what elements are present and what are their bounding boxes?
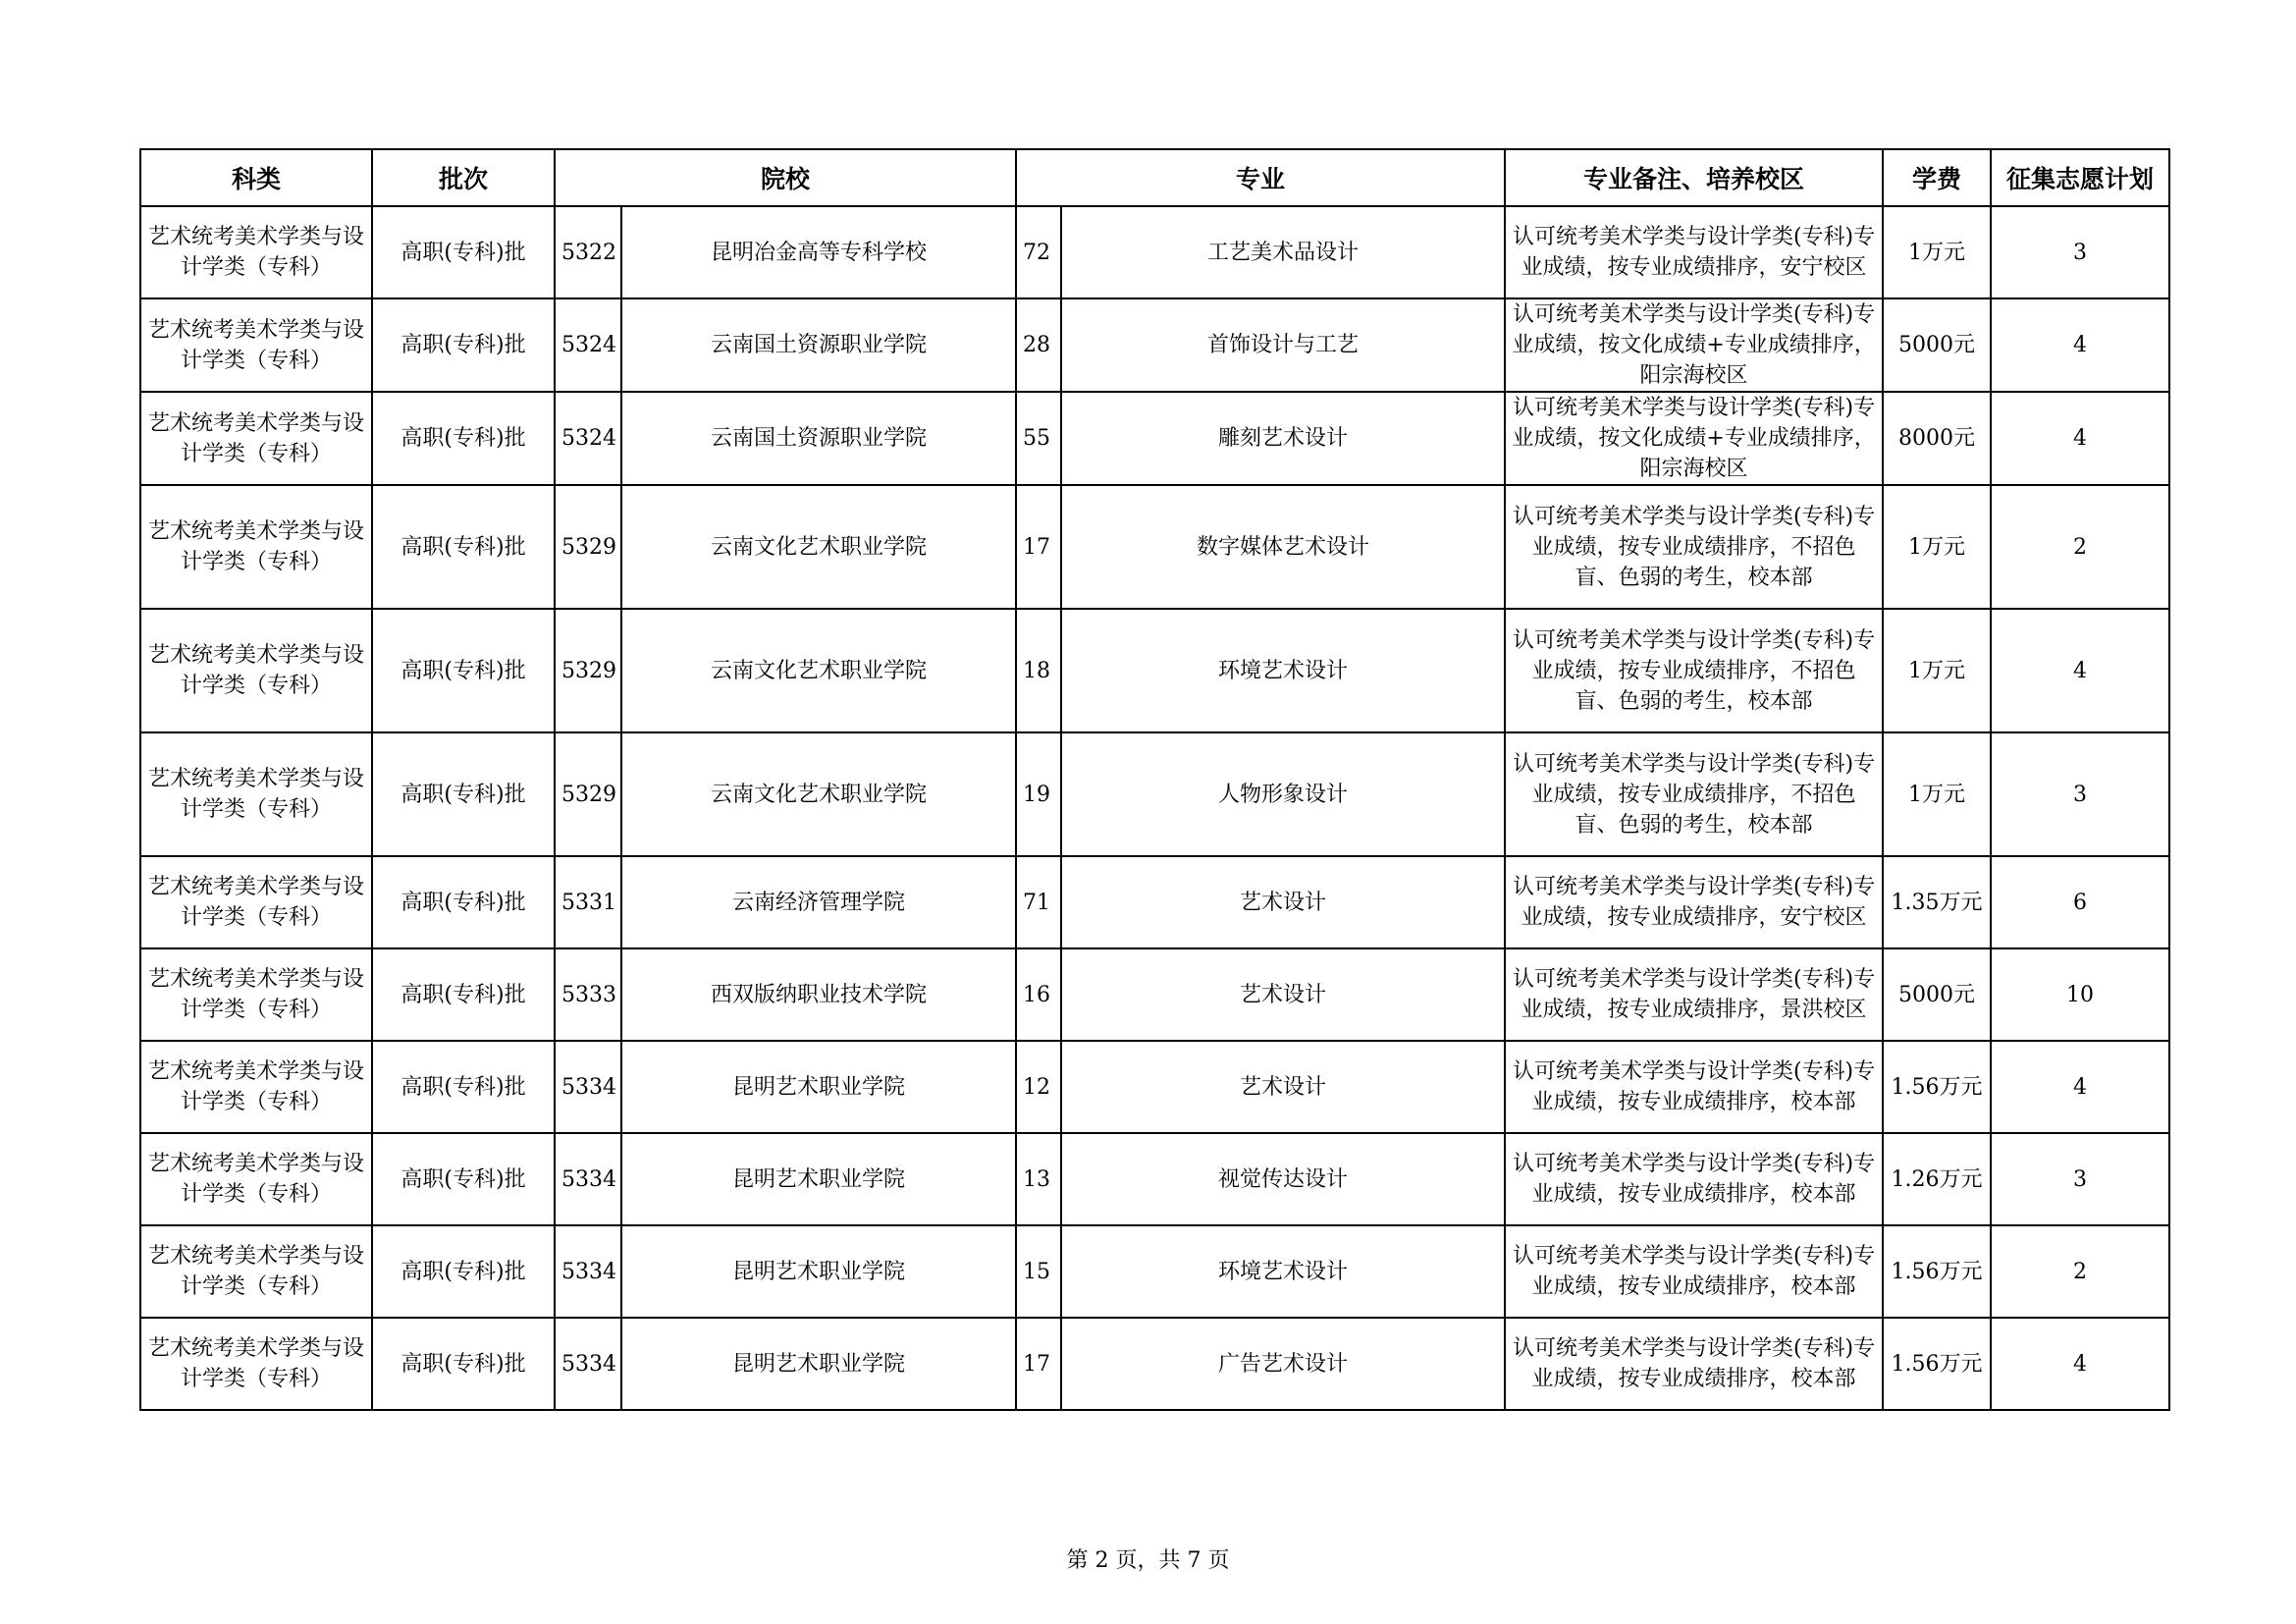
cell-major-code: 19 — [1016, 732, 1061, 856]
table-row — [140, 948, 2169, 1041]
cell-notes: 认可统考美术学类与设计学类(专科)专业成绩，按文化成绩+专业成绩排序，阳宗海校区 — [1505, 392, 1883, 485]
cell-plan: 3 — [1991, 732, 2169, 856]
cell-school-name: 云南经济管理学院 — [621, 856, 1016, 948]
table-row — [140, 206, 2169, 298]
cell-tuition: 5000元 — [1883, 298, 1991, 392]
cell-plan: 2 — [1991, 1225, 2169, 1318]
cell-major-name: 雕刻艺术设计 — [1061, 392, 1505, 485]
cell-major-name: 艺术设计 — [1061, 856, 1505, 948]
cell-major-code: 18 — [1016, 609, 1061, 732]
cell-tuition: 1.56万元 — [1883, 1225, 1991, 1318]
cell-category: 艺术统考美术学类与设计学类（专科） — [140, 1133, 372, 1225]
cell-major-code: 12 — [1016, 1041, 1061, 1133]
table-row — [140, 732, 2169, 856]
cell-notes: 认可统考美术学类与设计学类(专科)专业成绩，按专业成绩排序，不招色盲、色弱的考生，校本部 — [1505, 732, 1883, 856]
cell-tuition: 5000元 — [1883, 948, 1991, 1041]
cell-major-code: 55 — [1016, 392, 1061, 485]
cell-major-name: 视觉传达设计 — [1061, 1133, 1505, 1225]
table-body — [140, 206, 2169, 1410]
cell-category: 艺术统考美术学类与设计学类（专科） — [140, 1225, 372, 1318]
cell-notes: 认可统考美术学类与设计学类(专科)专业成绩，按专业成绩排序，安宁校区 — [1505, 206, 1883, 298]
cell-batch: 高职(专科)批 — [372, 485, 555, 609]
cell-major-code: 17 — [1016, 1318, 1061, 1410]
cell-batch: 高职(专科)批 — [372, 298, 555, 392]
cell-plan: 10 — [1991, 948, 2169, 1041]
cell-tuition: 1万元 — [1883, 485, 1991, 609]
cell-plan: 4 — [1991, 1318, 2169, 1410]
cell-major-code: 72 — [1016, 206, 1061, 298]
cell-plan: 3 — [1991, 206, 2169, 298]
cell-school-name: 云南文化艺术职业学院 — [621, 485, 1016, 609]
cell-batch: 高职(专科)批 — [372, 856, 555, 948]
cell-plan: 4 — [1991, 298, 2169, 392]
cell-major-code: 15 — [1016, 1225, 1061, 1318]
cell-batch: 高职(专科)批 — [372, 206, 555, 298]
header-category: 科类 — [140, 149, 372, 206]
cell-school-name: 云南国土资源职业学院 — [621, 392, 1016, 485]
table-row — [140, 298, 2169, 392]
cell-category: 艺术统考美术学类与设计学类（专科） — [140, 392, 372, 485]
header-plan: 征集志愿计划 — [1991, 149, 2169, 206]
cell-major-name: 艺术设计 — [1061, 1041, 1505, 1133]
cell-major-code: 13 — [1016, 1133, 1061, 1225]
table-row — [140, 485, 2169, 609]
cell-major-name: 首饰设计与工艺 — [1061, 298, 1505, 392]
cell-category: 艺术统考美术学类与设计学类（专科） — [140, 206, 372, 298]
cell-school-code: 5329 — [555, 609, 621, 732]
cell-major-name: 人物形象设计 — [1061, 732, 1505, 856]
cell-school-code: 5324 — [555, 298, 621, 392]
cell-school-name: 昆明艺术职业学院 — [621, 1133, 1016, 1225]
table-row — [140, 1133, 2169, 1225]
cell-batch: 高职(专科)批 — [372, 1225, 555, 1318]
cell-school-name: 云南文化艺术职业学院 — [621, 732, 1016, 856]
cell-category: 艺术统考美术学类与设计学类（专科） — [140, 1041, 372, 1133]
header-major: 专业 — [1016, 149, 1505, 206]
table-row — [140, 856, 2169, 948]
cell-notes: 认可统考美术学类与设计学类(专科)专业成绩，按专业成绩排序，校本部 — [1505, 1041, 1883, 1133]
header-notes: 专业备注、培养校区 — [1505, 149, 1883, 206]
cell-school-name: 西双版纳职业技术学院 — [621, 948, 1016, 1041]
cell-school-code: 5329 — [555, 485, 621, 609]
header-row — [140, 149, 2169, 206]
cell-tuition: 1.56万元 — [1883, 1318, 1991, 1410]
cell-notes: 认可统考美术学类与设计学类(专科)专业成绩，按专业成绩排序，不招色盲、色弱的考生，校本部 — [1505, 609, 1883, 732]
cell-plan: 6 — [1991, 856, 2169, 948]
cell-notes: 认可统考美术学类与设计学类(专科)专业成绩，按专业成绩排序，校本部 — [1505, 1318, 1883, 1410]
cell-batch: 高职(专科)批 — [372, 1133, 555, 1225]
cell-school-code: 5334 — [555, 1225, 621, 1318]
cell-major-name: 数字媒体艺术设计 — [1061, 485, 1505, 609]
cell-category: 艺术统考美术学类与设计学类（专科） — [140, 1318, 372, 1410]
header-batch: 批次 — [372, 149, 555, 206]
cell-school-code: 5329 — [555, 732, 621, 856]
table-row — [140, 609, 2169, 732]
cell-major-name: 广告艺术设计 — [1061, 1318, 1505, 1410]
cell-category: 艺术统考美术学类与设计学类（专科） — [140, 485, 372, 609]
cell-major-name: 艺术设计 — [1061, 948, 1505, 1041]
cell-school-name: 云南国土资源职业学院 — [621, 298, 1016, 392]
cell-school-code: 5334 — [555, 1041, 621, 1133]
cell-notes: 认可统考美术学类与设计学类(专科)专业成绩，按专业成绩排序，景洪校区 — [1505, 948, 1883, 1041]
cell-school-code: 5333 — [555, 948, 621, 1041]
cell-notes: 认可统考美术学类与设计学类(专科)专业成绩，按文化成绩+专业成绩排序，阳宗海校区 — [1505, 298, 1883, 392]
cell-school-name: 昆明冶金高等专科学校 — [621, 206, 1016, 298]
cell-major-code: 28 — [1016, 298, 1061, 392]
cell-plan: 3 — [1991, 1133, 2169, 1225]
table-row — [140, 1225, 2169, 1318]
cell-tuition: 1万元 — [1883, 609, 1991, 732]
cell-category: 艺术统考美术学类与设计学类（专科） — [140, 948, 372, 1041]
cell-batch: 高职(专科)批 — [372, 392, 555, 485]
cell-batch: 高职(专科)批 — [372, 1318, 555, 1410]
cell-notes: 认可统考美术学类与设计学类(专科)专业成绩，按专业成绩排序，不招色盲、色弱的考生，校本部 — [1505, 485, 1883, 609]
cell-notes: 认可统考美术学类与设计学类(专科)专业成绩，按专业成绩排序，校本部 — [1505, 1225, 1883, 1318]
cell-batch: 高职(专科)批 — [372, 732, 555, 856]
table-row — [140, 1318, 2169, 1410]
cell-tuition: 1万元 — [1883, 732, 1991, 856]
cell-major-code: 17 — [1016, 485, 1061, 609]
cell-category: 艺术统考美术学类与设计学类（专科） — [140, 856, 372, 948]
enrollment-plan-table — [139, 148, 2170, 1411]
cell-tuition: 8000元 — [1883, 392, 1991, 485]
cell-school-code: 5334 — [555, 1133, 621, 1225]
cell-school-code: 5322 — [555, 206, 621, 298]
cell-category: 艺术统考美术学类与设计学类（专科） — [140, 732, 372, 856]
header-school: 院校 — [555, 149, 1016, 206]
page-number-footer: 第 2 页，共 7 页 — [1066, 1548, 1230, 1573]
cell-category: 艺术统考美术学类与设计学类（专科） — [140, 298, 372, 392]
cell-plan: 4 — [1991, 1041, 2169, 1133]
table-row — [140, 1041, 2169, 1133]
cell-school-code: 5324 — [555, 392, 621, 485]
cell-batch: 高职(专科)批 — [372, 609, 555, 732]
header-tuition: 学费 — [1883, 149, 1991, 206]
cell-major-code: 16 — [1016, 948, 1061, 1041]
cell-tuition: 1.35万元 — [1883, 856, 1991, 948]
cell-school-code: 5334 — [555, 1318, 621, 1410]
cell-plan: 2 — [1991, 485, 2169, 609]
cell-major-name: 环境艺术设计 — [1061, 609, 1505, 732]
cell-plan: 4 — [1991, 392, 2169, 485]
cell-school-name: 云南文化艺术职业学院 — [621, 609, 1016, 732]
cell-tuition: 1.56万元 — [1883, 1041, 1991, 1133]
cell-plan: 4 — [1991, 609, 2169, 732]
cell-notes: 认可统考美术学类与设计学类(专科)专业成绩，按专业成绩排序，校本部 — [1505, 1133, 1883, 1225]
cell-batch: 高职(专科)批 — [372, 948, 555, 1041]
cell-major-code: 71 — [1016, 856, 1061, 948]
table-row — [140, 392, 2169, 485]
cell-major-name: 环境艺术设计 — [1061, 1225, 1505, 1318]
cell-tuition: 1万元 — [1883, 206, 1991, 298]
cell-batch: 高职(专科)批 — [372, 1041, 555, 1133]
cell-school-name: 昆明艺术职业学院 — [621, 1225, 1016, 1318]
cell-school-name: 昆明艺术职业学院 — [621, 1041, 1016, 1133]
cell-school-name: 昆明艺术职业学院 — [621, 1318, 1016, 1410]
cell-major-name: 工艺美术品设计 — [1061, 206, 1505, 298]
cell-school-code: 5331 — [555, 856, 621, 948]
cell-category: 艺术统考美术学类与设计学类（专科） — [140, 609, 372, 732]
cell-notes: 认可统考美术学类与设计学类(专科)专业成绩，按专业成绩排序，安宁校区 — [1505, 856, 1883, 948]
cell-tuition: 1.26万元 — [1883, 1133, 1991, 1225]
